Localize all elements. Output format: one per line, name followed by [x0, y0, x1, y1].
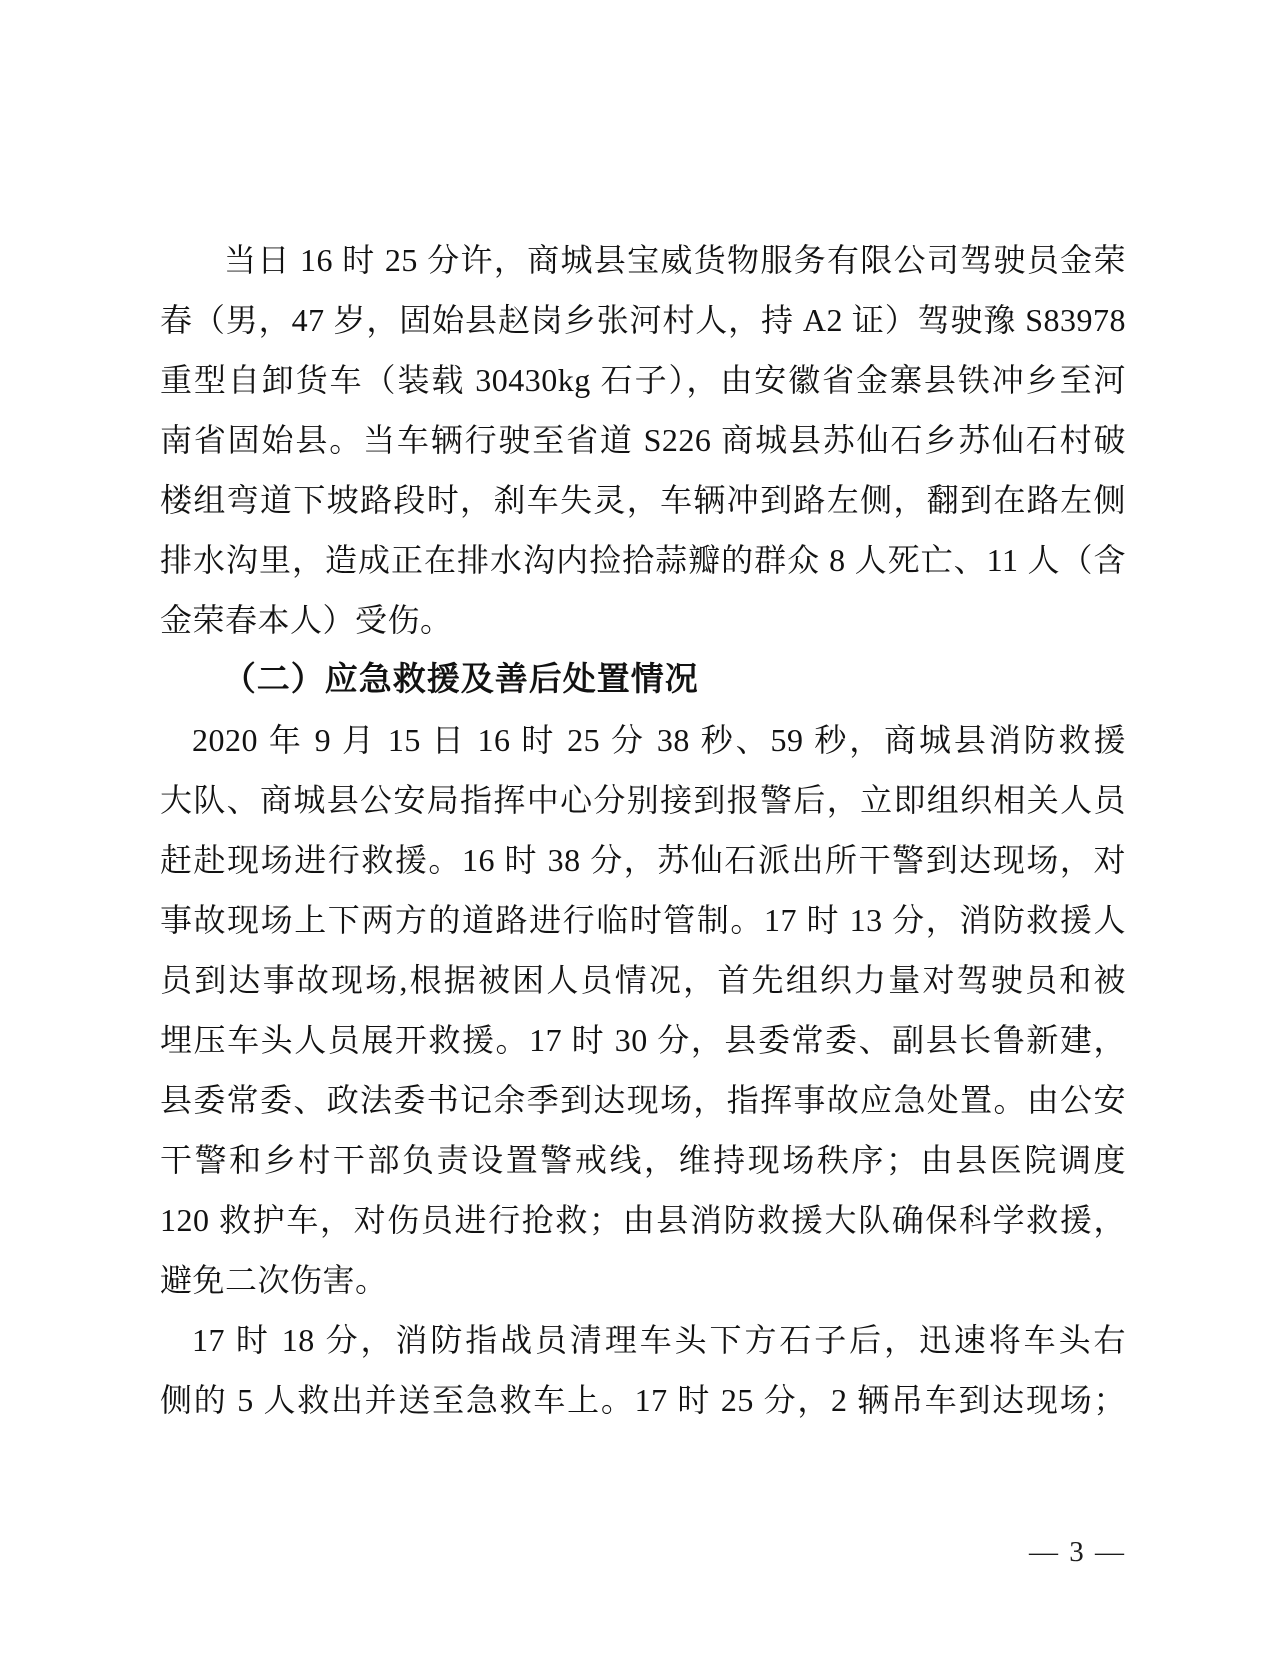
text-line: 侧的 5 人救出并送至急救车上。17 时 25 分，2 辆吊车到达现场；	[160, 1382, 1126, 1418]
paragraph-emergency-response	[160, 710, 1126, 1310]
text-line: 赶赴现场进行救援。16 时 38 分，苏仙石派出所干警到达现场，对	[160, 842, 1126, 878]
section-heading: （二）应急救援及善后处置情况	[222, 662, 699, 698]
text-line: 17 时 18 分，消防指战员清理车头下方石子后，迅速将车头右	[192, 1322, 1126, 1358]
text-line: 事故现场上下两方的道路进行临时管制。17 时 13 分，消防救援人	[160, 902, 1126, 938]
text-line: 县委常委、政法委书记余季到达现场，指挥事故应急处置。由公安	[160, 1082, 1126, 1118]
text-line: 当日 16 时 25 分许，商城县宝威货物服务有限公司驾驶员金荣	[224, 242, 1126, 278]
document-body	[160, 230, 1126, 1430]
page-number: — 3 —	[1029, 1536, 1126, 1568]
text-line: 120 救护车，对伤员进行抢救；由县消防救援大队确保科学救援，	[160, 1202, 1126, 1238]
paragraph-rescue-details	[160, 1310, 1126, 1430]
text-line: 干警和乡村干部负责设置警戒线，维持现场秩序；由县医院调度	[160, 1142, 1126, 1178]
text-line: 重型自卸货车（装载 30430kg 石子），由安徽省金寨县铁冲乡至河	[160, 362, 1126, 398]
text-line: 大队、商城县公安局指挥中心分别接到报警后，立即组织相关人员	[160, 782, 1126, 818]
text-line: 排水沟里，造成正在排水沟内捡拾蒜瓣的群众 8 人死亡、11 人（含	[160, 542, 1126, 578]
text-line: 2020 年 9 月 15 日 16 时 25 分 38 秒、59 秒，商城县消防救援	[192, 722, 1126, 758]
text-line: 员到达事故现场,根据被困人员情况，首先组织力量对驾驶员和被	[160, 962, 1126, 998]
text-line: 埋压车头人员展开救援。17 时 30 分，县委常委、副县长鲁新建，	[160, 1022, 1126, 1058]
text-line: 南省固始县。当车辆行驶至省道 S226 商城县苏仙石乡苏仙石村破	[160, 422, 1126, 458]
paragraph-accident-description	[160, 230, 1126, 650]
text-line: 楼组弯道下坡路段时，刹车失灵，车辆冲到路左侧，翻到在路左侧	[160, 482, 1126, 518]
text-line: 金荣春本人）受伤。	[160, 602, 453, 638]
text-line: 春（男，47 岁，固始县赵岗乡张河村人，持 A2 证）驾驶豫 S83978	[160, 302, 1126, 338]
text-line: 避免二次伤害。	[160, 1262, 388, 1298]
